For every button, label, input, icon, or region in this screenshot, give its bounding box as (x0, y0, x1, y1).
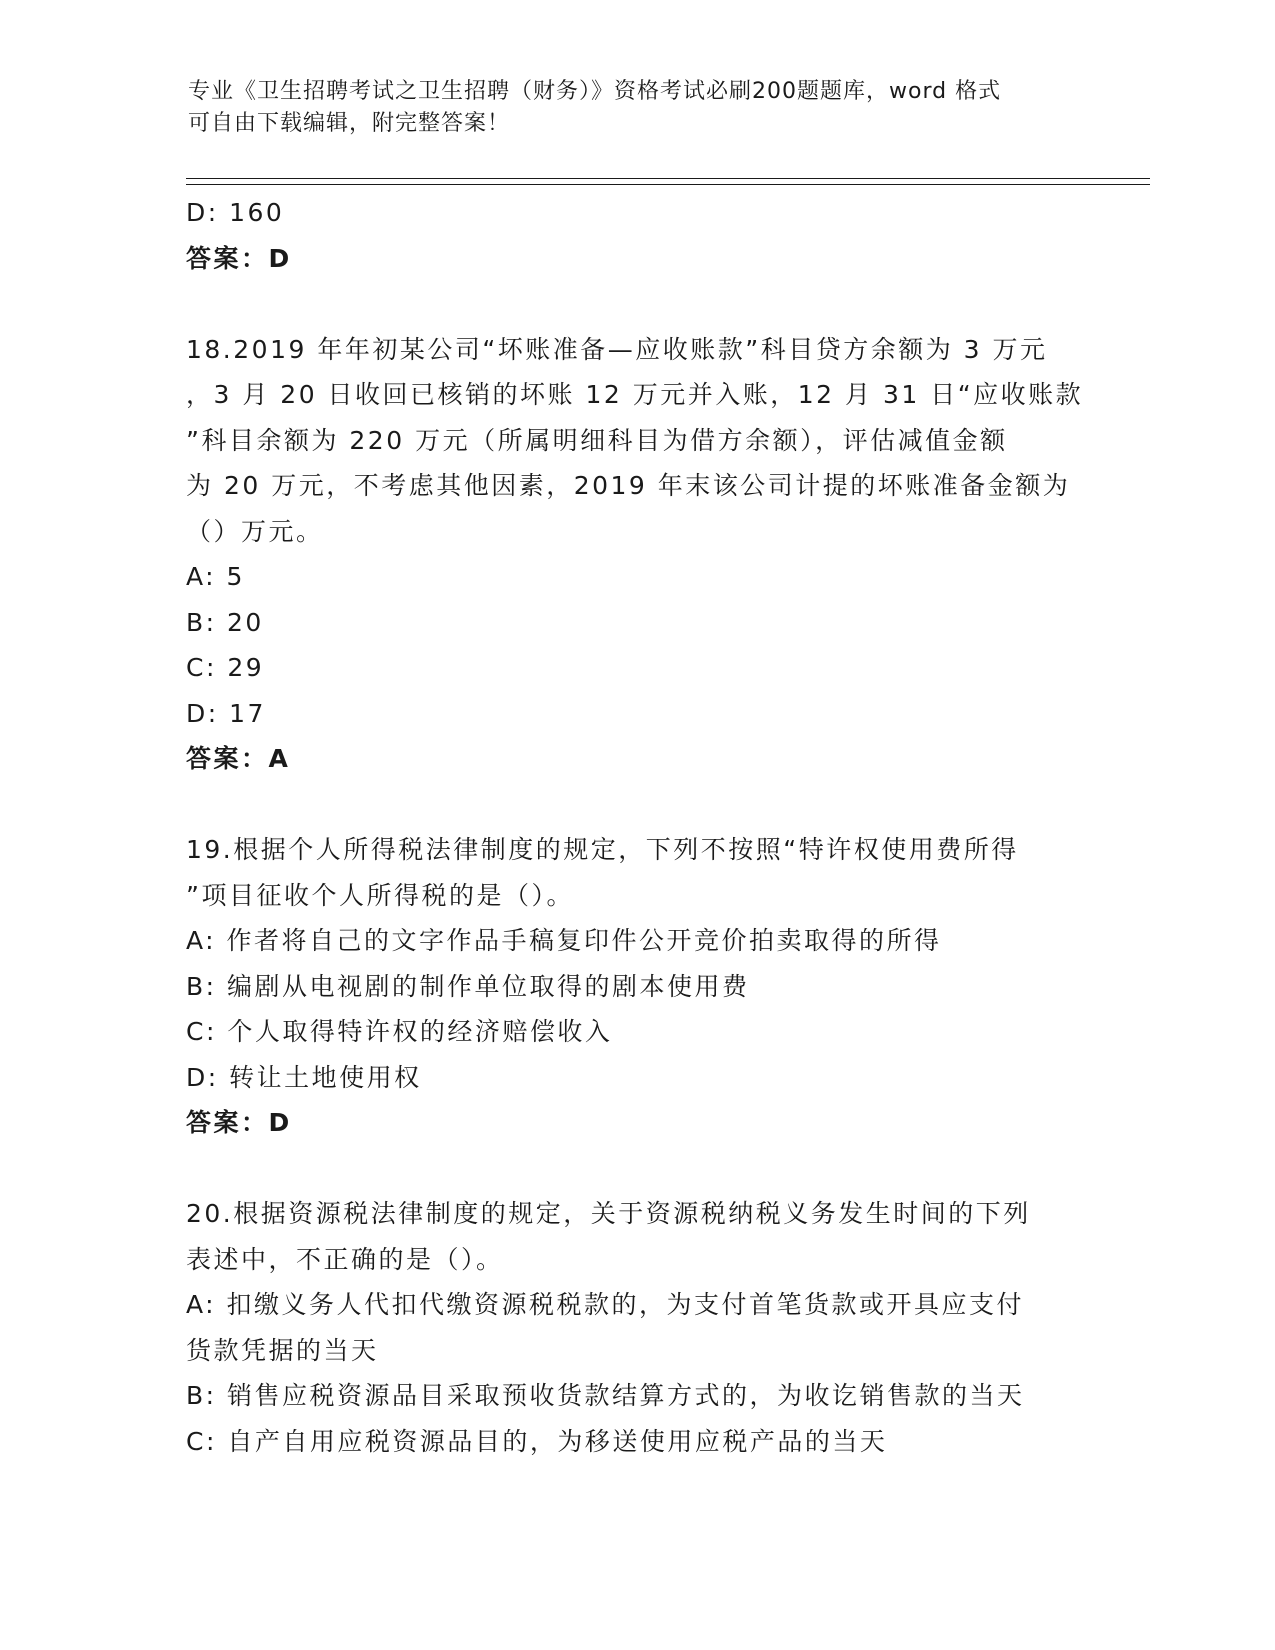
question-text-line: 表述中，不正确的是（）。 (186, 1244, 504, 1274)
answer-line: 答案：D (186, 243, 292, 273)
option-b: B: 编剧从电视剧的制作单位取得的剧本使用费 (186, 971, 750, 1001)
page-header (188, 76, 1078, 140)
option-a-continued: 货款凭据的当天 (186, 1335, 379, 1365)
option-b: B: 20 (186, 607, 264, 637)
spacer (186, 1146, 1086, 1192)
header-title-line-1: 专业《卫生招聘考试之卫生招聘（财务）》资格考试必刷200题题库，word 格式 (188, 79, 1002, 104)
question-text-line: 20.根据资源税法律制度的规定，关于资源税纳税义务发生时间的下列 (186, 1199, 1031, 1228)
question-text-line: ”项目征收个人所得税的是（）。 (186, 880, 574, 910)
option-a: A: 扣缴义务人代扣代缴资源税税款的，为支付首笔货款或开具应支付 (186, 1290, 1025, 1319)
option-a: A: 5 (186, 562, 245, 591)
option-d: D: 转让土地使用权 (186, 1062, 422, 1092)
question-text-line: 19.根据个人所得税法律制度的规定，下列不按照“特许权使用费所得 (186, 835, 1019, 864)
option-d: D: 160 (186, 198, 285, 227)
spacer (186, 281, 1086, 327)
option-c: C: 个人取得特许权的经济赔偿收入 (186, 1017, 613, 1046)
header-divider (186, 178, 1150, 185)
header-title-line-2: 可自由下载编辑，附完整答案！ (188, 111, 511, 136)
question-text-line: 18.2019 年年初某公司“坏账准备—应收账款”科目贷方余额为 3 万元 (186, 334, 1048, 364)
question-18 (186, 327, 1086, 782)
question-text-line: ，3 月 20 日收回已核销的坏账 12 万元并入账，12 月 31 日“应收账款 (186, 380, 1084, 409)
spacer (186, 782, 1086, 828)
question-text-line: （）万元。 (186, 516, 324, 546)
question-20 (186, 1191, 1086, 1464)
question-text-line: 为 20 万元，不考虑其他因素，2019 年末该公司计提的坏账准备金额为 (186, 471, 1071, 500)
question-19 (186, 827, 1086, 1146)
answer-line: 答案：D (186, 1108, 292, 1137)
document-body (186, 190, 1086, 1464)
option-c: C: 自产自用应税资源品目的，为移送使用应税产品的当天 (186, 1426, 888, 1456)
option-a: A: 作者将自己的文字作品手稿复印件公开竞价拍卖取得的所得 (186, 926, 942, 955)
answer-line: 答案：A (186, 744, 291, 773)
option-c: C: 29 (186, 653, 265, 682)
option-b: B: 销售应税资源品目采取预收货款结算方式的，为收讫销售款的当天 (186, 1381, 1025, 1410)
option-d: D: 17 (186, 698, 266, 728)
question-text-line: ”科目余额为 220 万元（所属明细科目为借方余额），评估减值金额 (186, 425, 1008, 455)
